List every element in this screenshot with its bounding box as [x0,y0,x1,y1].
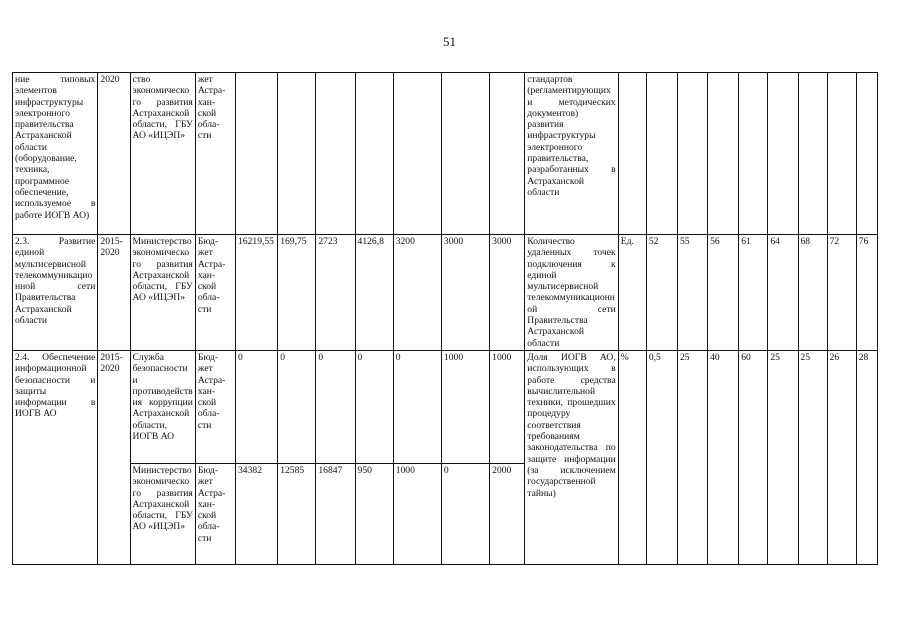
amount-2018-cell: 0 [393,350,441,463]
indicator-value-cell [677,73,707,235]
funding-source-cell: Бюд- жет Астра- хан- ской обла- сти [195,463,235,564]
amount-2015-cell: 169,75 [278,235,316,351]
indicator-value-cell [827,73,856,235]
amount-total-cell [236,73,278,235]
amount-2019-cell: 3000 [441,235,489,351]
indicator-value-cell [768,73,798,235]
table-row [13,235,878,351]
amount-2016-cell [316,73,355,235]
unit-cell [618,73,646,235]
amount-2020-cell [490,73,525,235]
indicator-cell: стандартов (регламентирующих и методических документов) развития инфраструктуры электронного правительства, разработанных в Астраханской области [525,73,618,235]
indicator-value-cell [739,73,768,235]
indicator-value-cell [708,73,739,235]
executor-cell: Служба безопасности и противодействия коррупции Астраханской области, ИОГВ АО [130,350,195,463]
funding-source-cell: жет Астра- хан- ской обла- сти [195,73,235,235]
table-row [13,350,878,463]
activity-name-cell: 2.4. Обеспечение информационной безопасности и защиты информации в ИОГВ АО [13,350,98,564]
indicator-value-cell: 60 [739,350,768,564]
executor-cell: Министерство экономического развития Астраханской области, ГБУ АО «ИЦЭП» [130,463,195,564]
indicator-value-cell [856,73,877,235]
amount-2020-cell: 2000 [490,463,525,564]
indicator-value-cell: 72 [827,235,856,351]
activity-name-cell: ние типовых элементов инфраструктуры электронного правительства Астраханской области (оборудование, техника, программное обеспечение, используемое в работе ИОГВ АО) [13,73,98,235]
amount-2017-cell [355,73,393,235]
indicator-value-cell: 28 [856,350,877,564]
indicator-value-cell: 0,5 [646,350,677,564]
indicator-value-cell: 68 [798,235,827,351]
executor-cell: ство экономического развития Астраханской области, ГБУ АО «ИЦЭП» [130,73,195,235]
program-table [12,72,878,565]
funding-source-cell: Бюд- жет Астра- хан- ской обла- сти [195,235,235,351]
indicator-value-cell: 26 [827,350,856,564]
indicator-value-cell: 52 [646,235,677,351]
indicator-value-cell [798,73,827,235]
period-cell: 2020 [98,73,130,235]
indicator-value-cell: 64 [768,235,798,351]
amount-2020-cell: 1000 [490,350,525,463]
table-row [13,73,878,235]
period-cell: 2015- 2020 [98,350,130,564]
indicator-value-cell: 61 [739,235,768,351]
unit-cell: Ед. [618,235,646,351]
amount-2019-cell: 1000 [441,350,489,463]
indicator-value-cell: 25 [677,350,707,564]
indicator-value-cell: 55 [677,235,707,351]
amount-2016-cell: 0 [316,350,355,463]
amount-2015-cell [278,73,316,235]
period-cell: 2015- 2020 [98,235,130,351]
indicator-value-cell: 56 [708,235,739,351]
executor-cell: Министерство экономического развития Астраханской области, ГБУ АО «ИЦЭП» [130,235,195,351]
amount-2018-cell: 3200 [393,235,441,351]
activity-name-cell: 2.3. Развитие единой мультисервисной телекоммуникационной сети Правительства Астраханской области [13,235,98,351]
amount-2017-cell: 4126,8 [355,235,393,351]
indicator-cell: Доля ИОГВ АО, использующих в работе средства вычислительной техники, прошедших процедуру соответствия требованиям законодательства по защите информации (за исключением государственной тайны) [525,350,618,564]
amount-2016-cell: 2723 [316,235,355,351]
funding-source-cell: Бюд- жет Астра- хан- ской обла- сти [195,350,235,463]
amount-2018-cell: 1000 [393,463,441,564]
indicator-cell: Количество удаленных точек подключения к единой мультисервисной телекоммуникационной сети Правительства Астраханской области [525,235,618,351]
amount-total-cell: 34382 [236,463,278,564]
amount-total-cell: 16219,55 [236,235,278,351]
amount-2017-cell: 950 [355,463,393,564]
unit-cell: % [618,350,646,564]
indicator-value-cell: 40 [708,350,739,564]
amount-2020-cell: 3000 [490,235,525,351]
amount-2019-cell [441,73,489,235]
amount-2016-cell: 16847 [316,463,355,564]
amount-total-cell: 0 [236,350,278,463]
amount-2015-cell: 0 [278,350,316,463]
indicator-value-cell: 25 [768,350,798,564]
amount-2019-cell: 0 [441,463,489,564]
indicator-value-cell: 25 [798,350,827,564]
amount-2015-cell: 12585 [278,463,316,564]
indicator-value-cell [646,73,677,235]
indicator-value-cell: 76 [856,235,877,351]
amount-2017-cell: 0 [355,350,393,463]
page-number: 51 [443,34,456,49]
amount-2018-cell [393,73,441,235]
